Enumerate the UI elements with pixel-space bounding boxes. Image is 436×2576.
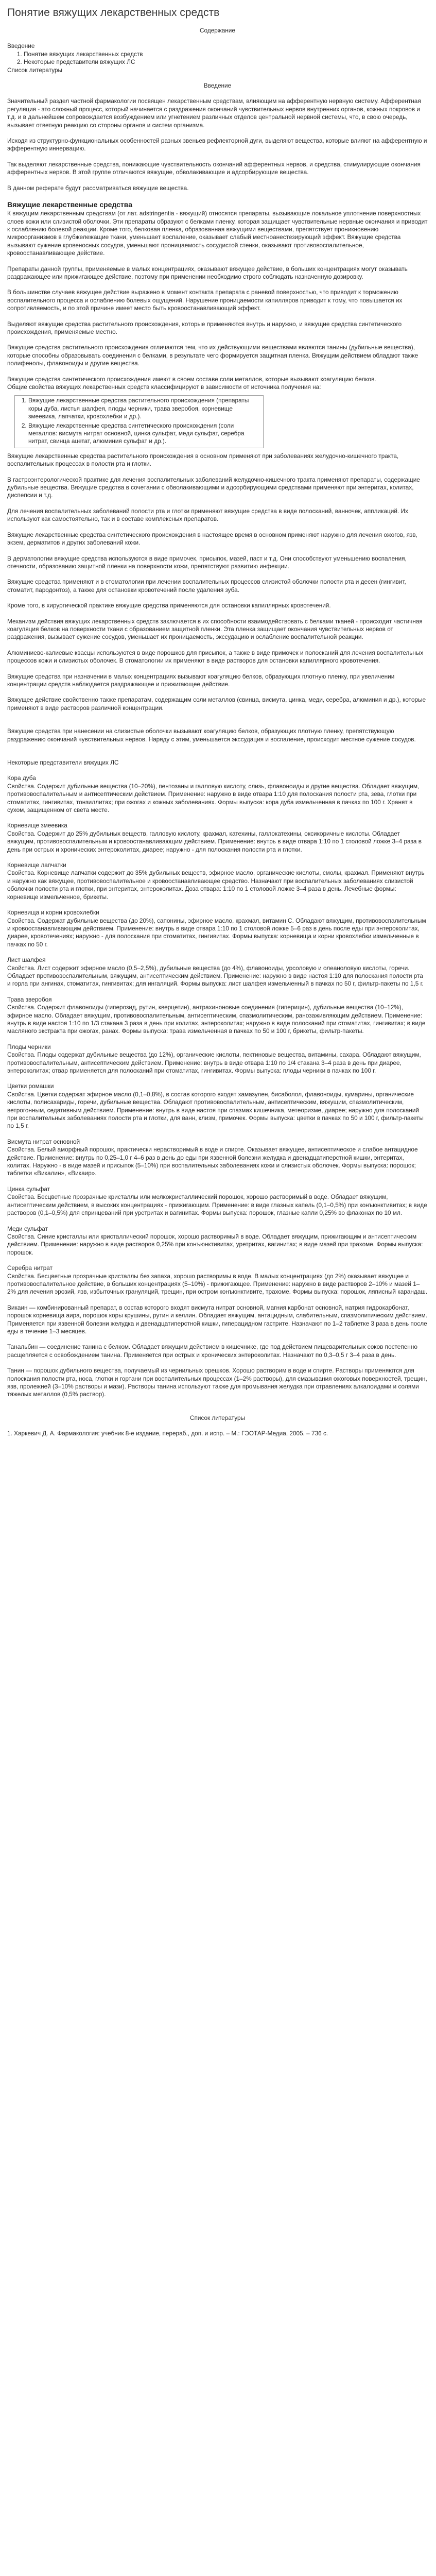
paragraph: Исходя из структурно-функциональных особенностей разных звеньев рефлекторной дуги, выделяют вещества, которые влияют на афферентную и эфферентную иннервацию. [7, 137, 427, 152]
paragraph: Для лечения воспалительных заболеваний полости рта и глотки применяют вяжущие средства в виде полосканий, ванночек, аппликаций. Их используют как самостоятельно, так и в составе комплексных препаратов. [7, 507, 408, 523]
drug-name: Корневище змеевика [7, 822, 67, 829]
toc-list [7, 50, 428, 66]
toc-item: 1. Понятие вяжущих лекарственных средств [24, 50, 428, 58]
drug-entry [7, 996, 428, 1036]
drug-description: Свойства. Содержит флавоноиды (гиперозид, рутин, кверцетин), антрахиноновые соединения (гиперицин), дубильные вещества (10–12%), эфирное масло. Обладает вяжущим, противовоспалительным, антисептическим, спазмолитическим, ранозаживляющим действием. Применение: внутрь в виде настоя 1:10 по 1/3 стакана 3 раза в день при колитах, энтероколитах; наружно в виде полосканий при стоматитах, гингивитах; в виде масляного экстракта при ожогах, ранах. Формы выпуска: трава измельченная в пачках по 50 и 100 г, брикеты, фильтр-пакеты. [7, 1004, 426, 1035]
drug-name: Корневища и корни кровохлебки [7, 909, 99, 917]
paragraph: К вяжущим лекарственным средствам (от лат. adstringentia - вяжущий) относятся препараты, вызывающие локальное уплотнение поверхностных слоев кожи или слизистой оболочки. Эти препараты образуют с белками пленку, которая защищает чувствительные нервные окончания и приводит к ослаблению болевой реакции. Кроме того, белковая пленка, образованная вяжущими веществами, препятствует проникновению микроорганизмов в глубжележащие ткани, уменьшает воспаление, оказывает слабый местноанестезирующий эффект. Вяжущие средства вызывают сужение кровеносных сосудов, уменьшают проницаемость сосудистой стенки, оказывают противовоспалительное, кровоостанавливающее действие. [7, 210, 428, 257]
drug-entry [7, 1185, 428, 1217]
drug-entry [7, 1043, 428, 1075]
paragraph: Выделяют вяжущие средства растительного происхождения, которые применяются внутрь и наружно, и вяжущие средства синтетического происхождения, применяемые местно. [7, 320, 402, 335]
paragraph: Механизм действия вяжущих лекарственных средств заключается в их способности взаимодействовать с белками тканей - происходит частичная коагуляция белков на поверхности ткани с образованием защитной пленки. Эта пленка защищает окончания чувствительных нервов от раздражения, вызывает сужение сосудов, уменьшает их проницаемость, экссудацию и ослабление воспалительной реакции. [7, 617, 423, 641]
drug-entry [7, 1138, 428, 1178]
paragraph: В данном реферате будут рассматриваться вяжущие вещества. [7, 184, 189, 192]
paragraph: Общие свойства вяжущих лекарственных средств классифицируют в зависимости от источника получения на: [7, 383, 321, 391]
drug-description: Свойства. Лист содержит эфирное масло (0,5–2,5%), дубильные вещества (до 4%), флавоноиды, урсоловую и олеаноловую кислоты, горечи. Обладает противовоспалительным, вяжущим, антисептическим действием. Применение: наружно в виде настоя 1:10 для полоскания полости рта и горла при ангинах, стоматитах, гингивитах; для ингаляций. Формы выпуска: лист шалфея измельченный в пачках по 50 г, фильтр-пакеты по 1,5 г. [7, 964, 424, 988]
paragraph: Вяжущее действие свойственно также препаратам, содержащим соли металлов (свинца, висмута, цинка, меди, серебра, алюминия и др.), которые применяют в виде растворов различной концентрации. [7, 696, 426, 711]
paragraph: Вяжущие средства растительного происхождения отличаются тем, что их действующими веществами являются танины (дубильные вещества), которые способны образовывать соединения с белками, в результате чего формируется защитная пленка. Вяжущим действием обладают также полифенолы, флавоноиды и другие вещества. [7, 344, 418, 367]
drug-entry [7, 1225, 428, 1257]
drug-entry [7, 861, 428, 901]
drug-entry [7, 956, 428, 988]
section-heading: Вяжущие лекарственные средства [7, 200, 132, 209]
references-heading: Список литературы [189, 1414, 246, 1421]
drug-entry [7, 1264, 428, 1296]
paragraph: Кроме того, в хирургической практике вяжущие средства применяются для остановки капиллярных кровотечений. [7, 602, 331, 609]
drug-name: Цинка сульфат [7, 1185, 50, 1193]
drug-description: Свойства. Содержат дубильные вещества (до 20%), сапонины, эфирное масло, крахмал, витамин C. Обладают вяжущим, противовоспалительным и кровоостанавливающим действием. Применение: внутрь в виде отвара 1:10 по 1 столовой ложке 5–6 раз в день после еды при энтероколитах, диарее, кровотечениях; наружно - для полоскания при стоматитах, гингивитах. Формы выпуска: корневища и корни кровохлебки измельченные в пачках по 50 г. [7, 917, 426, 948]
drug-description: Свойства. Содержит до 25% дубильных веществ, галловую кислоту, крахмал, катехины, галлокатехины, оксикоричные кислоты. Обладает вяжущим, противовоспалительным и кровоостанавливающим действием. Применение: внутрь в виде отвара 1:10 по 1 столовой ложке 3–4 раза в день при острых и хронических энтероколитах, диарее; наружно - для полоскания полости рта и глотки. [7, 829, 422, 853]
drug-name: Висмута нитрат основной [7, 1138, 80, 1145]
drug-description: Свойства. Синие кристаллы или кристаллический порошок, хорошо растворимый в воде. Обладает вяжущим, прижигающим и антисептическим действием. Применение: наружно в виде растворов 0,25% при конъюнктивитах, уретритах, вагинитах; в виде мазей при трахоме. Формы выпуска: порошок. [7, 1232, 423, 1256]
paragraph: Вяжущие средства синтетического происхождения имеют в своем составе соли металлов, которые вызывают коагуляцию белков. [7, 375, 376, 383]
drug-entry [7, 1082, 428, 1130]
paragraph: В гастроэнтерологической практике для лечения воспалительных заболеваний желудочно-кишечного тракта применяют препараты, содержащие дубильные вещества. Вяжущие средства в сочетании с обволакивающими и адсорбирующими средствами применяют при энтеритах, колитах, диспепсии и т.д. [7, 476, 420, 499]
paragraph: Танальбин — соединение танина с белком. Обладает вяжущим действием в кишечнике, где под действием пищеварительных соков постепенно расщепляется с освобождением танина. Применяется при острых и хронических энтероколитах. Назначают по 0,3–0,5 г 3–4 раза в день. [7, 1343, 417, 1359]
toc-heading: Содержание [200, 27, 235, 34]
toc-refs: Список литературы [7, 66, 63, 74]
paragraph: В большинстве случаев вяжущее действие выражено в момент контакта препарата с раневой поверхностью, что приводит к торможению воспалительного процесса и ослаблению болевых ощущений. Нарушение проницаемости капилляров приводит к тому, что повышается их сопротивляемость, и по этой причине имеет место быть кровоостанавливающий эффект. [7, 289, 403, 312]
toc-item: 2. Некоторые представители вяжущих ЛС [24, 58, 428, 66]
section-1 [7, 210, 428, 743]
drug-list [7, 774, 428, 1296]
paragraph: Вяжущие средства при нанесении на слизистые оболочки вызывают коагуляцию белков, образующих плотную пленку, препятствующую раздражению окончаний чувствительных нервов. Наряду с этим, уменьшается экссудация и воспаление, происходит местное сужение сосудов. [7, 727, 416, 743]
paragraph: Значительный раздел частной фармакологии посвящен лекарственным средствам, влияющим на афферентную нервную систему. Афферентная регуляция - это сложный процесс, который начинается с раздражения окончаний чувствительных нервов внутренних органов, кожных покровов и т.д. и в дальнейшем сопровождается возбуждением или угнетением различных отделов центральной нервной системы, что, в свою очередь, вызывает ответную реакцию со стороны органов и систем организма. [7, 97, 421, 129]
drug-description: Свойства. Бесцветные прозрачные кристаллы или мелкокристаллический порошок, хорошо растворимый в воде. Обладает вяжущим, антисептическим действием, в высоких концентрациях - прижигающим. Применение: в виде глазных капель (0,1–0,5%) при конъюнктивитах; в виде растворов (0,1–0,5%) для спринцеваний при уретритах и вагинитах. Формы выпуска: порошок, глазные капли 0,25% во флаконах по 10 мл. [7, 1193, 427, 1217]
drug-name: Кора дуба [7, 774, 36, 782]
intro-heading: Введение [203, 82, 232, 90]
drug-name: Плоды черники [7, 1043, 51, 1050]
classification-item: 1. Вяжущие лекарственные средства растительного происхождения (препараты коры дуба, листья шалфея, плоды черники, трава зверобоя, корневище змеевика, лапчатки, кровохлебки и др.). [28, 397, 260, 420]
classification-item: 2. Вяжущие лекарственные средства синтетического происхождения (соли металлов: висмута нитрат основной, цинка сульфат, меди сульфат, серебра нитрат, свинца ацетат, алюминия сульфат и др.). [28, 422, 260, 446]
drug-description: Свойства. Содержит дубильные вещества (10–20%), пентозаны и галловую кислоту, слизь, флавоноиды и другие вещества. Обладает вяжущим, противовоспалительным и антисептическим действием. Применение: наружно в виде отвара 1:10 для полоскания полости рта, зева, глотки при стоматитах, гингивитах, тонзиллитах; при ожогах и кожных заболеваниях. Формы выпуска: кора дуба измельченная в пачках по 100 г. Хранят в сухом, защищенном от света месте. [7, 782, 420, 814]
classification-box [14, 395, 264, 448]
paragraph: Алюминиево-калиевые квасцы используются в виде порошков для присыпок, а также в виде примочек и полосканий для лечения воспалительных процессов кожи и слизистых оболочек. В стоматологии их применяют в виде растворов для остановки капиллярного кровотечения. [7, 649, 424, 665]
drug-name: Трава зверобоя [7, 995, 52, 1003]
closing-section [7, 1304, 428, 1399]
drug-description: Свойства. Бесцветные прозрачные кристаллы без запаха, хорошо растворимы в воде. В малых концентрациях (до 2%) оказывает вяжущее и противовоспалительное действие, в больших концентрациях (5–10%) - прижигающее. Применение: наружно в виде растворов 2–10% и мазей 1–2% для лечения эрозий, язв, избыточных грануляций, трещин, при остром конъюнктивите, трахоме. Формы выпуска: порошок, ляписный карандаш. [7, 1272, 428, 1296]
drug-name: Лист шалфея [7, 956, 46, 964]
intro-section [7, 97, 428, 192]
drug-description: Свойства. Плоды содержат дубильные вещества (до 12%), органические кислоты, пектиновые вещества, витамины, сахара. Обладают вяжущим, противовоспалительным, антисептическим действием. Применение: внутрь в виде отвара 1:10 по 1/4 стакана 3–4 раза в день при диарее, энтероколитах; отвар применяется для полосканий при стоматитах, гингивитах. Формы выпуска: плоды черники в пачках по 100 г. [7, 1051, 421, 1074]
paragraph: Вяжущие лекарственные средства растительного происхождения в основном применяют при заболеваниях желудочно-кишечного тракта, воспалительных процессах в полости рта и глотки. [7, 452, 399, 468]
paragraph: Вяжущие средства при назначении в малых концентрациях вызывают коагуляцию белков, образующих плотную пленку, при увеличении концентрации средств наблюдается раздражающее и прижигающее действие. [7, 672, 395, 688]
drug-description: Свойства. Цветки содержат эфирное масло (0,1–0,8%), в состав которого входят хамазулен, бисаболол, флавоноиды, кумарины, органические кислоты, полисахариды, горечи, дубильные вещества. Обладают противовоспалительным, антисептическим, вяжущим, спазмолитическим, ветрогонным, седативным действием. Применение: внутрь в виде настоя при спазмах кишечника, метеоризме, диарее; наружно для полосканий при воспалительных заболеваниях полости рта и глотки, для ванн, клизм, примочек. Формы выпуска: цветки в пачках по 50 и 100 г, фильтр-пакеты по 1,5 г. [7, 1090, 424, 1130]
paragraph: Вяжущие лекарственные средства синтетического происхождения в настоящее время в основном применяют наружно для лечения ожогов, язв, экзем, дерматитов и других заболеваний кожи. [7, 531, 417, 547]
drug-description: Свойства. Белый аморфный порошок, практически нерастворимый в воде и спирте. Оказывает вяжущее, антисептическое и слабое антацидное действие. Применение: внутрь по 0,25–1,0 г 4–6 раз в день до еды при язвенной болезни желудка и двенадцатиперстной кишки, энтеритах, колитах. Наружно - в виде мазей и присыпок (5–10%) при воспалительных заболеваниях кожи и слизистых оболочек. Формы выпуска: порошок; таблетки «Викалин», «Викаир». [7, 1146, 418, 1177]
toc-intro: Введение [7, 42, 35, 50]
paragraph: В дерматологии вяжущие средства используются в виде примочек, присыпок, мазей, паст и т.д. Они способствуют уменьшению воспаления, отечности, образованию защитной пленки на поверхности кожи, препятствуют развитию инфекции. [7, 554, 407, 570]
drug-description: Свойства. Корневище лапчатки содержит до 35% дубильных веществ, эфирное масло, органические кислоты, смолы, крахмал. Применяют внутрь и наружно как вяжущее, противовоспалительное и кровоостанавливающее средство. Назначают при воспалительных заболеваниях слизистой оболочки полости рта и глотки, при энтеритах, энтероколитах. Доза отвара: 1:10 по 1 столовой ложке 3–4 раза в день. Лечебные формы: корневище измельченное, брикеты. [7, 869, 425, 901]
paragraph: Танин — порошок дубильного вещества, получаемый из чернильных орешков. Хорошо растворим в воде и спирте. Растворы применяются для полоскания полости рта, носа, глотки и гортани при воспалительных процессах (1–2% растворы), для смазывания ожоговых поверхностей, трещин, язв, пролежней (3–10% растворы и мази). Растворы танина используют также для промывания желудка при отравлениях алкалоидами и солями тяжелых металлов (0,5% раствор). [7, 1367, 427, 1398]
drug-entry [7, 774, 428, 814]
drug-entry [7, 822, 428, 854]
drug-name: Меди сульфат [7, 1225, 48, 1232]
paragraph: Вяжущие средства применяют и в стоматологии при лечении воспалительных процессов слизистой оболочки полости рта и десен (гингивит, стоматит, пародонтоз), а также для остановки кровотечений после удаления зуба. [7, 578, 406, 594]
paragraph: Так выделяют лекарственные средства, понижающие чувствительность окончаний афферентных нервов, и средства, стимулирующие окончания афферентных нервов. В этой группе отличаются вяжущие, обволакивающие и адсорбирующие вещества. [7, 160, 421, 176]
drug-name: Цветки ромашки [7, 1082, 54, 1090]
section-heading: Некоторые представители вяжущих ЛС [7, 759, 119, 766]
paragraph: Викаин — комбинированный препарат, в состав которого входят висмута нитрат основной, магния карбонат основной, натрия гидрокарбонат, порошок корневища аира, порошок коры крушины, рутин и келлин. Обладает вяжущим, антацидным, слабительным, спазмолитическим действием. Применяется при язвенной болезни желудка и двенадцатиперстной кишки, гиперацидном гастрите. Назначают по 1–2 таблетке 3 раза в день после еды в течение 1–3 месяцев. [7, 1303, 427, 1335]
drug-entry [7, 909, 428, 948]
paragraph: Препараты данной группы, применяемые в малых концентрациях, оказывают вяжущее действие, в больших концентрациях могут оказывать раздражающее или прижигающее действие, поэтому при применении необходимо строго соблюдать назначенную дозировку. [7, 265, 408, 280]
drug-name: Корневище лапчатки [7, 861, 66, 869]
reference-item: 1. Харкевич Д. А. Фармакология: учебник 8-е издание, перераб., доп. и испр. – М.: ГЭОТАР-Медиа, 2005. – 736 с. [7, 1430, 328, 1437]
page-title: Понятие вяжущих лекарственных средств [7, 7, 220, 19]
drug-name: Серебра нитрат [7, 1264, 53, 1272]
